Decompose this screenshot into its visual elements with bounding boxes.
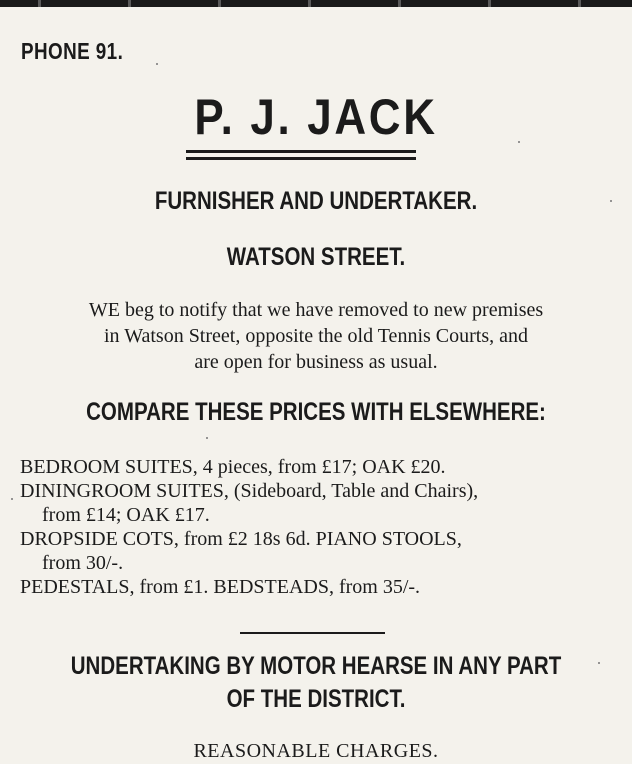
prices-heading: COMPARE THESE PRICES WITH ELSEWHERE: <box>86 398 546 426</box>
notice-line: WE beg to notify that we have removed to new premises <box>88 299 544 321</box>
price-item: DROPSIDE COTS, from £2 18s 6d. PIANO STOOLS, <box>20 528 462 550</box>
price-list <box>20 455 620 599</box>
price-item-continuation: from £14; OAK £17. <box>42 504 210 526</box>
charges-note: REASONABLE CHARGES. <box>193 740 439 762</box>
print-speck <box>518 141 520 143</box>
print-speck <box>156 63 158 65</box>
section-divider <box>240 632 385 634</box>
company-name: P. J. JACK <box>194 89 438 145</box>
price-item: PEDESTALS, from £1. BEDSTEADS, from 35/-. <box>20 576 421 598</box>
title-underline-top <box>186 150 416 153</box>
undertaking-line: UNDERTAKING BY MOTOR HEARSE IN ANY PART <box>70 652 562 680</box>
relocation-notice <box>0 297 632 375</box>
top-border-rule <box>0 0 632 7</box>
phone-number: PHONE 91. <box>21 38 124 64</box>
print-speck <box>206 437 208 439</box>
print-speck <box>11 498 13 500</box>
title-underline-bottom <box>186 157 416 160</box>
undertaking-line: OF THE DISTRICT. <box>226 685 406 713</box>
notice-line: in Watson Street, opposite the old Tennis Courts, and <box>104 325 528 347</box>
print-speck <box>598 662 600 664</box>
undertaking-heading <box>57 650 575 716</box>
street-heading: WATSON STREET. <box>226 243 406 271</box>
price-item-continuation: from 30/-. <box>42 552 124 574</box>
notice-line: are open for business as usual. <box>194 351 438 373</box>
price-item: BEDROOM SUITES, 4 pieces, from £17; OAK £20. <box>20 456 446 478</box>
print-speck <box>610 200 612 202</box>
price-item: DININGROOM SUITES, (Sideboard, Table and Chairs), <box>20 480 479 502</box>
trade-heading: FURNISHER AND UNDERTAKER. <box>154 187 478 215</box>
